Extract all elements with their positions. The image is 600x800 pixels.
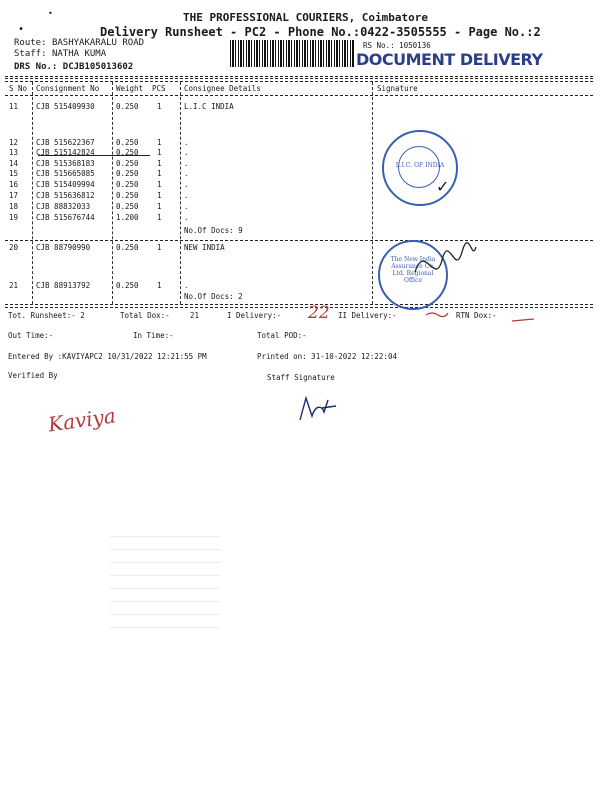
rtn-dox-label: RTN Dox:-	[456, 311, 497, 320]
row-sno: 20	[9, 243, 19, 252]
row-consignee: NEW INDIA	[184, 243, 225, 252]
row-sno: 16	[9, 180, 19, 189]
row-consignment-no: CJB 515636812	[36, 191, 95, 200]
entered-by: Entered By :KAVIYAPC2 10/31/2022 12:21:55 PM	[8, 352, 207, 361]
row-sno: 15	[9, 169, 19, 178]
row-consignee: .	[184, 138, 189, 147]
row-pcs: 1	[157, 169, 162, 178]
ii-delivery-dash-mark	[424, 309, 450, 319]
runsheet-title: Delivery Runsheet - PC2 - Phone No.:0422-3505555 - Page No.:2	[100, 25, 541, 39]
row-sno: 13	[9, 148, 19, 157]
verifier-signature: Kaviya	[46, 403, 118, 437]
row-sno: 11	[9, 102, 19, 111]
verified-by-label: Verified By	[8, 371, 58, 380]
col-weight: Weight	[116, 84, 144, 93]
staff-signature-scribble	[292, 390, 342, 426]
row-sno: 21	[9, 281, 19, 290]
bullet-mark: •	[48, 9, 53, 18]
staff-signature-label: Staff Signature	[267, 373, 335, 382]
row-pcs: 1	[157, 202, 162, 211]
drs-row	[14, 62, 133, 72]
staff-label: Staff:	[14, 49, 47, 59]
row-sno: 14	[9, 159, 19, 168]
lic-signature-mark: ✓	[436, 177, 450, 196]
bullet-mark: •	[18, 24, 25, 35]
staff-row	[14, 49, 106, 59]
row-sno: 17	[9, 191, 19, 200]
new-india-signature	[410, 232, 480, 292]
row-consignee: L.I.C INDIA	[184, 102, 234, 111]
document-delivery-label: DOCUMENT DELIVERY	[356, 50, 543, 69]
row-weight: 0.250	[116, 159, 139, 168]
drs-label: DRS No.:	[14, 62, 58, 72]
col-pcs: PCS	[152, 84, 166, 93]
row-consignment-no: CJB 88790990	[36, 243, 91, 252]
row-sno: 18	[9, 202, 19, 211]
row-pcs: 1	[157, 281, 162, 290]
total-pod: Total POD:-	[257, 331, 307, 340]
row-weight: 0.250	[116, 180, 139, 189]
strike-mark	[38, 155, 150, 156]
drs-value: DCJB105013602	[62, 62, 134, 72]
barcode	[230, 40, 355, 67]
i-delivery-label: I Delivery:-	[227, 311, 282, 320]
rtn-dox-dash-mark	[510, 316, 536, 324]
row-consignee: .	[184, 180, 189, 189]
total-dox-label: Total Dox:-	[120, 311, 170, 320]
row-consignee: .	[184, 148, 189, 157]
row-weight: 0.250	[116, 169, 139, 178]
row-consignee: .	[184, 202, 189, 211]
row-weight: 0.250	[116, 148, 139, 157]
route-value: BASHYAKARALU ROAD	[51, 38, 145, 48]
row-consignee: .	[184, 191, 189, 200]
col-consignee: Consignee Details	[184, 84, 261, 93]
row-weight: 0.250	[116, 102, 139, 111]
col-signature: Signature	[377, 84, 418, 93]
staff-value: NATHA KUMA	[51, 49, 107, 59]
printed-on: Printed on: 31-10-2022 12:22:04	[257, 352, 397, 361]
col-divider	[32, 82, 33, 304]
row-pcs: 1	[157, 159, 162, 168]
rs-label: RS No.:	[363, 41, 395, 50]
route-row	[14, 38, 144, 48]
lic-stamp-text: L.I.C. OF INDIA	[395, 162, 445, 169]
row-pcs: 1	[157, 191, 162, 200]
row-consignment-no: CJB 515409994	[36, 180, 95, 189]
rs-no	[363, 41, 431, 50]
row-consignee: .	[184, 159, 189, 168]
col-divider	[180, 82, 181, 304]
row-consignee: .	[184, 213, 189, 222]
row-consignment-no: CJB 515409930	[36, 102, 95, 111]
i-delivery-handwritten: 22	[308, 303, 330, 323]
bleed-through-marks	[110, 530, 220, 640]
in-time: In Time:-	[133, 331, 174, 340]
row-consignment-no: CJB 515368183	[36, 159, 95, 168]
row-consignment-no: CJB 515665085	[36, 169, 95, 178]
col-divider	[112, 82, 113, 304]
row-pcs: 1	[157, 138, 162, 147]
row-weight: 1.200	[116, 213, 139, 222]
out-time: Out Time:-	[8, 331, 54, 340]
route-label: Route:	[14, 38, 47, 48]
row-weight: 0.250	[116, 202, 139, 211]
row-pcs: 1	[157, 243, 162, 252]
row-consignment-no: CJB 515676744	[36, 213, 95, 222]
col-sno: S No	[9, 84, 28, 93]
row-sno: 19	[9, 213, 19, 222]
row-consignee: .	[184, 281, 189, 290]
row-weight: 0.250	[116, 138, 139, 147]
row-consignment-no: CJB 88832033	[36, 202, 91, 211]
row-consignee: .	[184, 169, 189, 178]
row-pcs: 1	[157, 148, 162, 157]
group1-doc-count: No.Of Docs: 9	[184, 226, 243, 235]
row-weight: 0.250	[116, 191, 139, 200]
ii-delivery-label: II Delivery:-	[338, 311, 397, 320]
row-pcs: 1	[157, 213, 162, 222]
tot-runsheet: Tot. Runsheet:- 2	[8, 311, 85, 320]
group2-doc-count: No.Of Docs: 2	[184, 292, 243, 301]
row-pcs: 1	[157, 180, 162, 189]
new-india-stamp-text: The New India Assurance Co. Ltd. Regional Office	[390, 256, 436, 284]
col-consignment: Consignment No	[36, 84, 100, 93]
col-divider	[372, 82, 373, 304]
row-sno: 12	[9, 138, 19, 147]
company-title: THE PROFESSIONAL COURIERS, Coimbatore	[183, 11, 429, 24]
row-weight: 0.250	[116, 281, 139, 290]
row-consignment-no: CJB 515142824	[36, 148, 95, 157]
total-dox-value: 21	[190, 311, 200, 320]
rs-value: 1050136	[399, 41, 431, 50]
row-weight: 0.250	[116, 243, 139, 252]
row-consignment-no: CJB 515622367	[36, 138, 95, 147]
row-consignment-no: CJB 88913792	[36, 281, 91, 290]
row-pcs: 1	[157, 102, 162, 111]
